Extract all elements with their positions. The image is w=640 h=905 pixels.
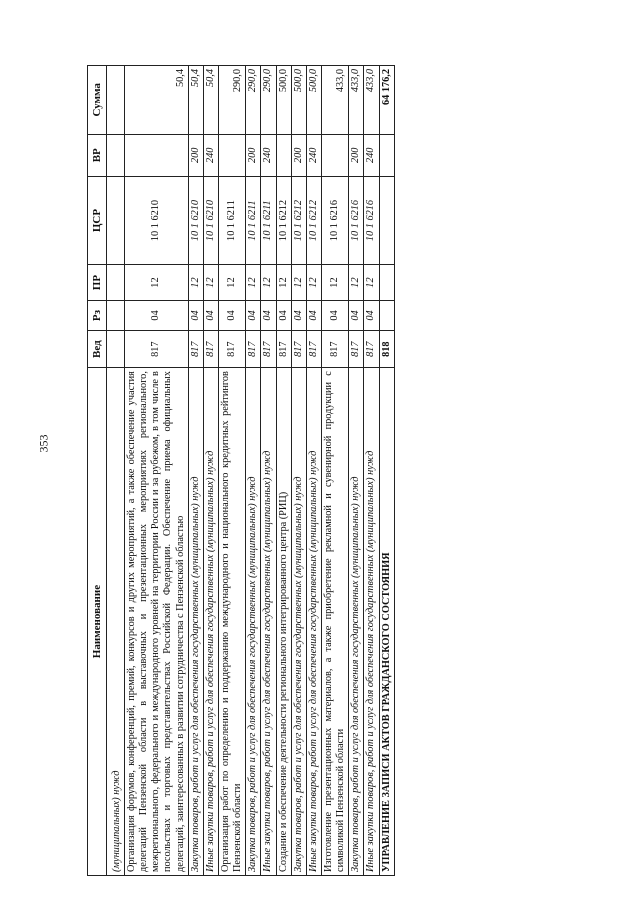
cell-rz: 04 <box>188 300 203 330</box>
cell-ved: 817 <box>364 331 379 368</box>
cell-sum: 500,0 <box>291 66 306 135</box>
cell-vr <box>321 134 348 176</box>
cell-csr <box>379 176 394 264</box>
page-number: 353 <box>36 434 51 453</box>
table-body <box>107 66 395 876</box>
cell-pr: 12 <box>349 265 364 301</box>
column-header-rz: Рз <box>88 300 107 330</box>
cell-csr: 10 1 6210 <box>188 176 203 264</box>
cell-name: Иные закупки товаров, работ и услуг для обеспечения государственных (муниципальных) нужд <box>364 368 379 876</box>
cell-vr <box>276 134 291 176</box>
cell-name: Закупка товаров, работ и услуг для обеспечения государственных (муниципальных) нужд <box>188 368 203 876</box>
cell-rz: 04 <box>349 300 364 330</box>
cell-sum: 50,4 <box>125 66 189 135</box>
cell-vr: 240 <box>364 134 379 176</box>
cell-ved: 817 <box>261 331 276 368</box>
cell-pr: 12 <box>291 265 306 301</box>
cell-vr <box>379 134 394 176</box>
cell-csr: 10 1 6211 <box>246 176 261 264</box>
cell-pr: 12 <box>203 265 218 301</box>
cell-pr: 12 <box>188 265 203 301</box>
cell-name: Иные закупки товаров, работ и услуг для обеспечения государственных (муниципальных) нужд <box>203 368 218 876</box>
cell-rz: 04 <box>321 300 348 330</box>
cell-ved: 817 <box>306 331 321 368</box>
cell-rz: 04 <box>261 300 276 330</box>
column-header-ved: Вед <box>88 331 107 368</box>
table-row <box>306 66 321 876</box>
cell-sum: 64 176,2 <box>379 66 394 135</box>
cell-name: Закупка товаров, работ и услуг для обеспечения государственных (муниципальных) нужд <box>291 368 306 876</box>
cell-pr: 12 <box>125 265 189 301</box>
cell-ved: 817 <box>203 331 218 368</box>
cell-pr: 12 <box>276 265 291 301</box>
cell-vr: 200 <box>246 134 261 176</box>
budget-table-rotated <box>87 65 610 876</box>
cell-sum: 500,0 <box>306 66 321 135</box>
cell-ved: 817 <box>246 331 261 368</box>
cell-rz <box>379 300 394 330</box>
cell-csr: 10 1 6210 <box>125 176 189 264</box>
cell-rz: 04 <box>291 300 306 330</box>
cell-name: Иные закупки товаров, работ и услуг для обеспечения государственных (муниципальных) нужд <box>306 368 321 876</box>
cell-rz: 04 <box>276 300 291 330</box>
cell-name: (муниципальных) нужд <box>107 368 125 876</box>
column-header-csr: ЦСР <box>88 176 107 264</box>
table-row <box>276 66 291 876</box>
cell-vr <box>218 134 245 176</box>
cell-name: Закупка товаров, работ и услуг для обеспечения государственных (муниципальных) нужд <box>246 368 261 876</box>
table-header-row <box>88 66 107 876</box>
table-row <box>107 66 125 876</box>
budget-table <box>87 65 395 876</box>
cell-sum: 50,4 <box>188 66 203 135</box>
cell-vr: 200 <box>349 134 364 176</box>
cell-rz: 04 <box>306 300 321 330</box>
column-header-vr: ВР <box>88 134 107 176</box>
cell-pr <box>379 265 394 301</box>
cell-pr: 12 <box>261 265 276 301</box>
table-row <box>203 66 218 876</box>
cell-name: Закупка товаров, работ и услуг для обеспечения государственных (муниципальных) нужд <box>349 368 364 876</box>
cell-name: Иные закупки товаров, работ и услуг для обеспечения государственных (муниципальных) нужд <box>261 368 276 876</box>
cell-sum: 433,0 <box>364 66 379 135</box>
cell-vr: 240 <box>203 134 218 176</box>
cell-sum: 50,4 <box>203 66 218 135</box>
cell-sum: 500,0 <box>276 66 291 135</box>
cell-name: Организация форумов, конференций, премий, конкурсов и других мероприятий, а также обеспечение участия делегаций Пензенской области в выставочных и презентационных мероприятиях регионального, межрегионального, федерального и международного уровней на территории России и за рубежом, в том числе в посольствах и торговых представительствах Российской Федерации. Обеспечение приема официальных делегаций, заинтересованных в развитии сотрудничества с Пензенской областью <box>125 368 189 876</box>
cell-vr: 240 <box>306 134 321 176</box>
column-header-sum: Сумма <box>88 66 107 135</box>
cell-sum: 290,0 <box>261 66 276 135</box>
cell-ved: 817 <box>218 331 245 368</box>
cell-csr: 10 1 6210 <box>203 176 218 264</box>
cell-vr: 200 <box>188 134 203 176</box>
cell-rz: 04 <box>218 300 245 330</box>
table-row <box>125 66 189 876</box>
cell-ved: 817 <box>188 331 203 368</box>
cell-ved: 817 <box>291 331 306 368</box>
cell-ved <box>107 331 125 368</box>
cell-vr: 240 <box>261 134 276 176</box>
table-row <box>321 66 348 876</box>
table-row <box>349 66 364 876</box>
cell-csr: 10 1 6212 <box>306 176 321 264</box>
cell-sum: 433,0 <box>321 66 348 135</box>
cell-vr: 200 <box>291 134 306 176</box>
cell-csr: 10 1 6212 <box>276 176 291 264</box>
cell-csr: 10 1 6211 <box>261 176 276 264</box>
cell-rz: 04 <box>125 300 189 330</box>
table-row <box>218 66 245 876</box>
table-row <box>379 66 394 876</box>
table-row <box>364 66 379 876</box>
table-row <box>261 66 276 876</box>
cell-csr: 10 1 6216 <box>321 176 348 264</box>
cell-sum: 433,0 <box>349 66 364 135</box>
cell-pr: 12 <box>306 265 321 301</box>
table-row <box>188 66 203 876</box>
cell-vr <box>107 134 125 176</box>
cell-name: Организация работ по определению и поддержанию международного и национального кредитных рейтингов Пензенской области <box>218 368 245 876</box>
cell-ved: 818 <box>379 331 394 368</box>
cell-pr: 12 <box>321 265 348 301</box>
cell-csr: 10 1 6216 <box>349 176 364 264</box>
cell-ved: 817 <box>321 331 348 368</box>
cell-csr <box>107 176 125 264</box>
cell-csr: 10 1 6216 <box>364 176 379 264</box>
cell-pr: 12 <box>246 265 261 301</box>
cell-rz: 04 <box>246 300 261 330</box>
cell-ved: 817 <box>349 331 364 368</box>
cell-rz: 04 <box>364 300 379 330</box>
column-header-name: Наименование <box>88 368 107 876</box>
cell-name: Изготовление презентационных материалов, а также приобретение рекламной и сувенирной продукции с символикой Пензенской области <box>321 368 348 876</box>
cell-sum: 290,0 <box>218 66 245 135</box>
column-header-pr: ПР <box>88 265 107 301</box>
cell-csr: 10 1 6211 <box>218 176 245 264</box>
table-row <box>246 66 261 876</box>
cell-name: УПРАВЛЕНИЕ ЗАПИСИ АКТОВ ГРАЖДАНСКОГО СОСТОЯНИЯ <box>379 368 394 876</box>
table-row <box>291 66 306 876</box>
cell-pr: 12 <box>364 265 379 301</box>
cell-ved: 817 <box>276 331 291 368</box>
cell-rz: 04 <box>203 300 218 330</box>
cell-name: Создание и обеспечение деятельности регионального интегрированного центра (РИЦ) <box>276 368 291 876</box>
cell-rz <box>107 300 125 330</box>
cell-ved: 817 <box>125 331 189 368</box>
cell-csr: 10 1 6212 <box>291 176 306 264</box>
cell-pr <box>107 265 125 301</box>
cell-vr <box>125 134 189 176</box>
cell-pr: 12 <box>218 265 245 301</box>
cell-sum <box>107 66 125 135</box>
cell-sum: 290,0 <box>246 66 261 135</box>
